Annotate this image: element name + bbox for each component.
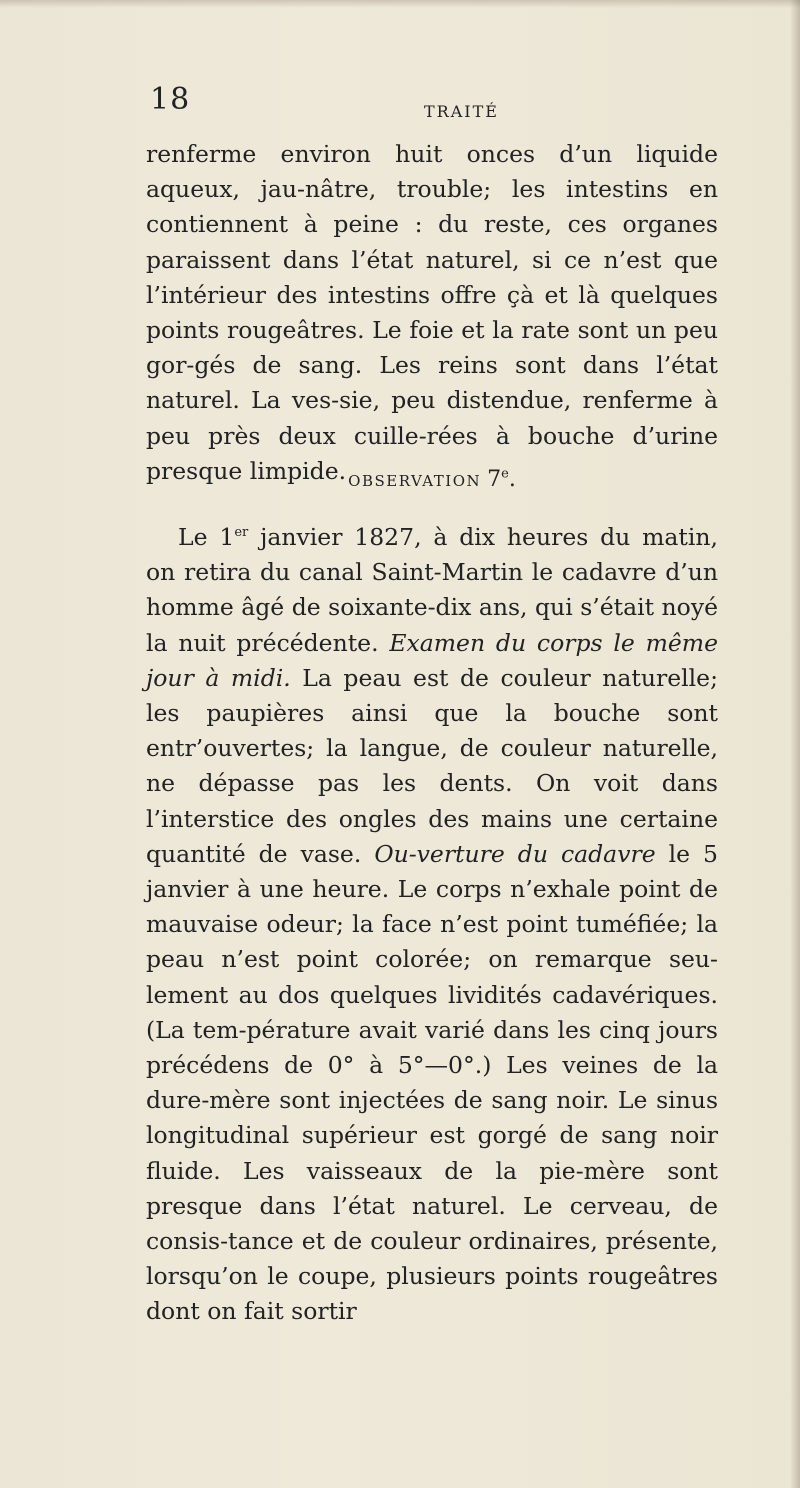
page-top-shadow xyxy=(0,0,800,8)
p2-part-4: le 5 janvier à une heure. Le corps n’exhale point de mauvaise odeur; la face n’est point tuméfiée; la peau n’est point colorée; on remarque seu-lement au dos quelques lividités cadavériques. (La tem-pérature avait varié dans les cinq jours précédens de 0° à 5°—0°.) Les veines de la dure-mère sont injectées de sang noir. Le sinus longitudinal supérieur est gorgé de sang noir fluide. Les vaisseaux de la pie-mère sont presque dans l’état naturel. Le cerveau, de consis-tance et de couleur ordinaires, présente, lorsqu’on le coupe, plusieurs points rougeâtres dont on fait sortir xyxy=(146,839,718,1326)
page-number: 18 xyxy=(150,82,191,117)
running-title: TRAITÉ xyxy=(424,102,499,121)
paragraph-1-text: renferme environ huit onces d’un liquide aqueux, jau-nâtre, trouble; les intestins en contiennent à peine : du reste, ces organes paraissent dans l’état naturel, si ce n’est que l’intérieur des intestins offre çà et là quelques points rougeâtres. Le foie et la rate sont un peu gor-gés de sang. Les reins sont dans l’état naturel. La ves-sie, peu distendue, renferme à peu près deux cuille-rées à bouche d’urine presque limpide. xyxy=(146,140,718,485)
p2-ordinal-sup: er xyxy=(234,525,249,541)
observation-body xyxy=(146,520,718,1330)
p2-part-2: janvier 1827, à dix heures du matin, on retira du canal Saint-Martin le cadavre d’un homme âgé de soixante-dix ans, qui s’était noyé la nuit précédente. xyxy=(146,523,718,657)
observation-number-suffix: e xyxy=(501,466,509,482)
paragraph-2 xyxy=(146,520,718,1330)
p2-italic-examen: Examen du corps le même jour à midi. xyxy=(146,628,718,692)
observation-period: . xyxy=(508,467,516,492)
p2-italic-ouverture: Ou-verture du cadavre xyxy=(374,839,656,868)
page-header xyxy=(150,82,710,122)
observation-label: OBSERVATION xyxy=(348,472,482,490)
observation-heading xyxy=(146,467,718,492)
paragraph-continuation xyxy=(146,137,718,489)
p2-part-1: Le 1 xyxy=(178,523,235,551)
p2-part-3: La peau est de couleur naturelle; les paupières ainsi que la bouche sont entr’ouvertes; la langue, de couleur naturelle, ne dépasse pas les dents. On voit dans l’interstice des ongles des mains une certaine quantité de vase. xyxy=(146,663,718,868)
observation-number xyxy=(487,467,516,492)
observation-number-digit: 7 xyxy=(487,467,502,492)
page-edge-shadow xyxy=(790,0,800,1488)
